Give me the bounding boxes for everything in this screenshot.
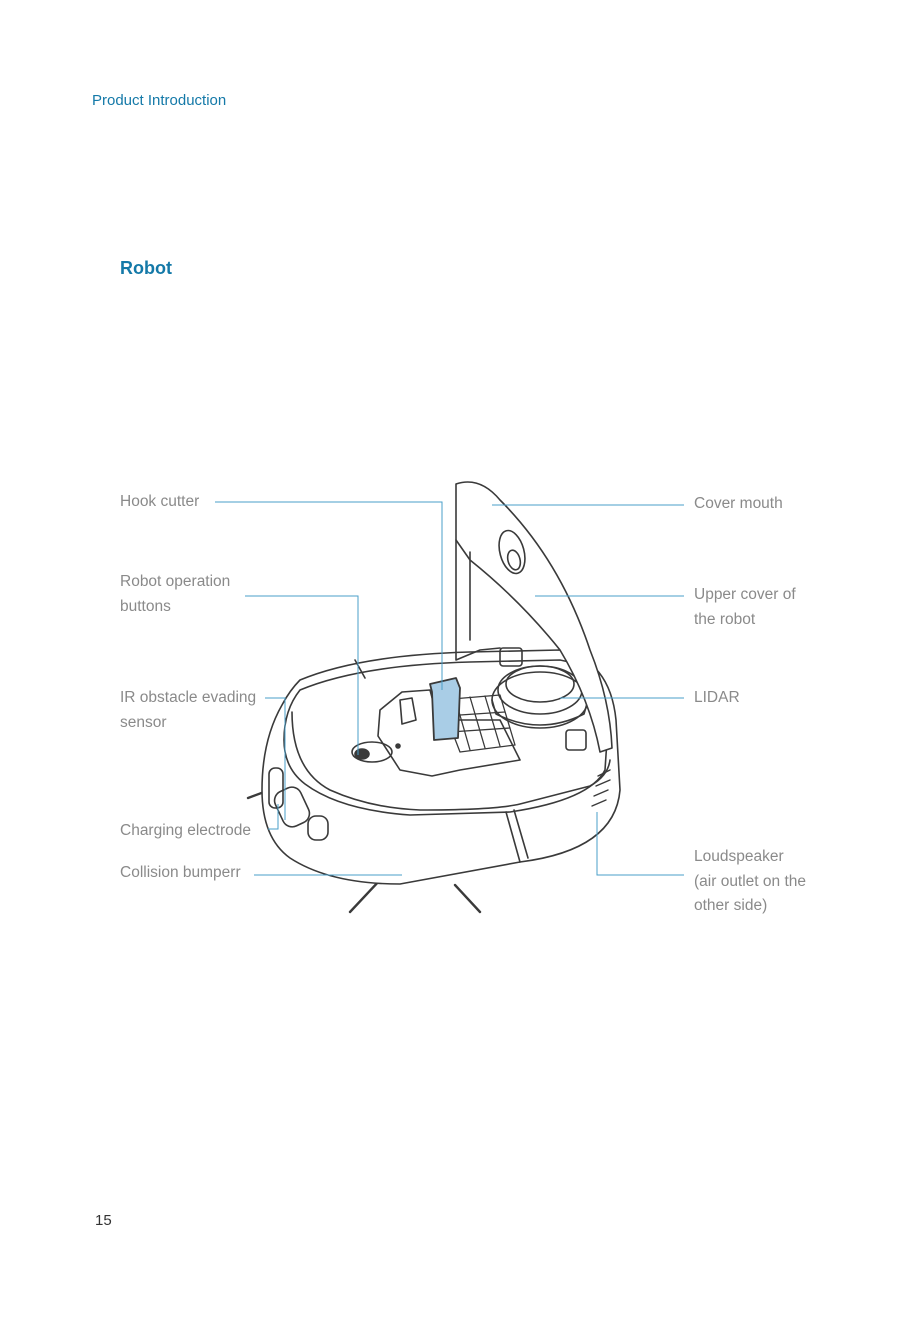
label-cover-mouth: Cover mouth [694, 495, 783, 512]
label-ir-sensor-line1: IR obstacle evading [120, 689, 257, 706]
label-ir-sensor [120, 686, 256, 735]
section-title: Robot [120, 258, 172, 278]
label-upper-cover-line2: the robot [694, 610, 756, 628]
section-header: Product Introduction [92, 92, 227, 109]
leader-loudspeaker [597, 812, 684, 875]
hook-cutter [430, 678, 460, 740]
label-robot-operation-buttons-line1: Robot operation [120, 573, 231, 590]
label-loudspeaker-line2: (air outlet on the [694, 872, 807, 890]
label-collision-bumper: Collision bumperr [120, 864, 241, 881]
label-robot-operation-buttons-line2: buttons [120, 597, 171, 615]
label-robot-operation-buttons [120, 570, 230, 619]
label-loudspeaker-line1: Loudspeaker [694, 848, 784, 865]
label-ir-sensor-line2: sensor [120, 713, 167, 731]
robot-illustration [248, 482, 620, 912]
label-upper-cover [694, 583, 796, 632]
page-number: 15 [95, 1212, 112, 1229]
label-upper-cover-line1: Upper cover of [694, 586, 796, 603]
label-loudspeaker-line3: other side) [694, 897, 768, 914]
label-hook-cutter: Hook cutter [120, 493, 200, 510]
label-loudspeaker [694, 845, 806, 919]
label-lidar: LIDAR [694, 689, 740, 706]
label-charging-electrode: Charging electrode [120, 822, 251, 839]
